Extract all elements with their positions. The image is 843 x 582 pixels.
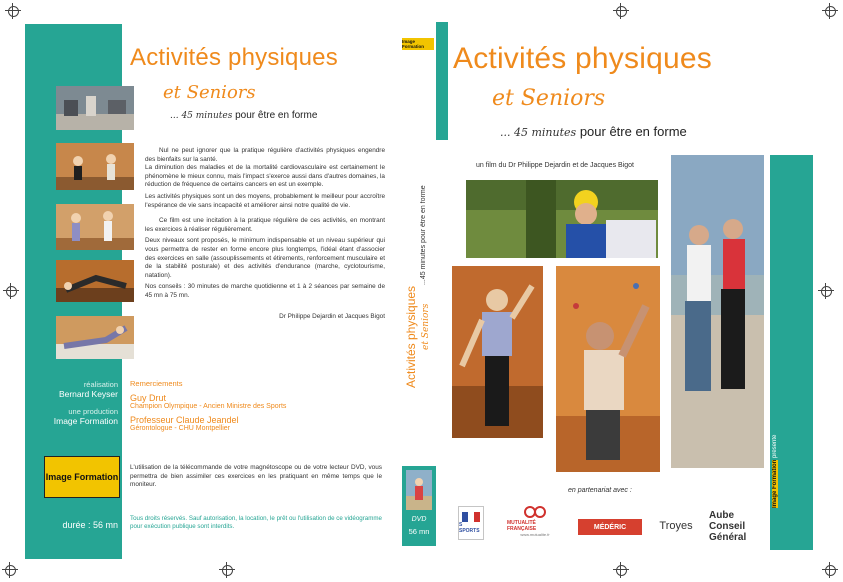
thanks-role: Gérontologue - CHU Montpellier — [130, 425, 230, 432]
front-top-band — [436, 22, 448, 140]
thanks-heading: Remerciements — [130, 379, 183, 388]
photo-cyclist — [466, 180, 658, 258]
thanks-name: Professeur Claude Jeandel — [130, 415, 239, 425]
aube-logo — [709, 509, 759, 543]
spine-photo — [406, 470, 432, 510]
front-subtitle-rest: pour être en forme — [579, 124, 687, 139]
photo-woman-stretching — [452, 266, 543, 438]
production-value: Image Formation — [53, 416, 118, 426]
spine-title-script: et Seniors — [421, 303, 431, 350]
mutualite-icon — [524, 504, 546, 520]
front-title: Activités physiques — [453, 42, 712, 75]
paragraph: La diminution des maladies et de la mortalité cardiovasculaire est certainement le phénomène le mieux connu, mais l'impact s'exerce aussi dans d'autres domaines, la réduction de fréquence de certains cancers en est un exemple. — [145, 164, 385, 189]
paragraph: Nul ne peut ignorer que la pratique régulière d'activités physiques engendre des bienfaits sur la santé. — [145, 147, 385, 163]
sidebar-duration: durée : 56 mn — [62, 520, 118, 530]
partner-label: MÉDÉRIC — [593, 523, 627, 531]
registration-mark — [3, 283, 19, 299]
thanks-name: Guy Drut — [130, 393, 167, 403]
photo-exercise-bikes — [56, 143, 134, 190]
photo-gym-room — [56, 86, 134, 130]
flag-icon — [462, 512, 480, 522]
registration-mark — [613, 562, 629, 578]
photo-couple-outdoors — [671, 155, 764, 468]
partners-label: en partenariat avec : — [568, 487, 632, 494]
back-title: Activités physiques — [130, 44, 338, 71]
back-title-script: et Seniors — [163, 82, 256, 103]
mutualite-logo — [507, 500, 563, 540]
back-description — [145, 147, 385, 321]
back-subtitle-script: ... 45 minutes — [170, 111, 233, 121]
back-subtitle — [170, 110, 317, 121]
registration-mark — [822, 562, 838, 578]
troyes-logo — [655, 517, 697, 535]
paragraph: Ce film est une incitation à la pratique régulière de ces activités, en montrant les exercices à réaliser régulièrement. — [145, 217, 385, 233]
partner-label: Troyes — [659, 520, 693, 532]
front-logo-text: Image Formation — [402, 39, 424, 49]
spine-dvd-label: DVD — [411, 516, 427, 523]
production-label: une production — [68, 407, 118, 416]
registration-mark — [822, 3, 838, 19]
back-subtitle-rest: pour être en forme — [235, 110, 318, 121]
photo-floor-exercise — [56, 260, 134, 302]
thanks-block — [130, 379, 380, 432]
mutualite-url: www.mutualite.fr — [520, 531, 550, 537]
photo-climbing-wall — [556, 266, 660, 472]
image-formation-logo — [44, 456, 120, 498]
logo-text: Image Formation — [45, 472, 119, 482]
front-title-script: et Seniors — [492, 86, 606, 111]
front-subtitle — [500, 124, 687, 139]
registration-mark — [818, 283, 834, 299]
front-credit: un film du Dr Philippe Dejardin et de Jacques Bigot — [476, 162, 634, 169]
spine-duration: 56 mn — [408, 527, 430, 536]
partner-label: MUTUALITÉ FRANÇAISE — [507, 519, 537, 532]
photo-lying-exercise — [56, 316, 134, 359]
front-logo — [402, 38, 434, 50]
presents-logo: Image Formation — [772, 459, 778, 508]
registration-mark — [5, 3, 21, 19]
thanks-role: Champion Olympique - Ancien Ministre des Sports — [130, 403, 287, 410]
sports-ministry-logo — [458, 506, 484, 540]
legal-notice: Tous droits réservés. Sauf autorisation, la location, le prêt ou l'utilisation de ce vidéogramme pour exécution publique sont interdits. — [130, 515, 382, 531]
credits — [30, 380, 118, 426]
paragraph: Les activités physiques sont un des moyens, probablement le meilleur pour accroître l'espérance de vie sans incapacité et améliorer ainsi notre qualité de vie. — [145, 192, 385, 209]
paragraph: Deux niveaux sont proposés, le minimum indispensable et un niveau supérieur qui vous permettra de rester en forme encore plus longtemps, l'idéal étant d'associer des exercices en salle (assouplissements et étirements, renforcement musculaire et de la stabilité posturale) et des activités d'endurance (marche, cyclotourisme, natation). — [145, 237, 385, 279]
registration-mark — [613, 3, 629, 19]
front-subtitle-script: ... 45 minutes — [500, 126, 577, 139]
realisation-value: Bernard Keyser — [58, 389, 118, 399]
signature: Dr Philippe Dejardin et Jacques Bigot — [279, 312, 385, 320]
spine-tagline: ...45 minutes pour être en forme — [420, 185, 427, 285]
remote-note: L'utilisation de la télécommande de votre magnétoscope ou de votre lecteur DVD, vous permettra de bien assimiler ces exercices en les pratiquant en même temps que le moniteur. — [130, 464, 382, 489]
partner-label: Aube Conseil Général — [709, 509, 747, 543]
spine-title-main: Activités physiques — [404, 285, 418, 388]
photo-stretching — [56, 204, 134, 250]
registration-mark — [2, 562, 18, 578]
paragraph: Nos conseils : 30 minutes de marche quotidienne et 1 à 2 séances par semaine de 45 mn à 75 mn. — [145, 283, 385, 299]
mederic-logo — [578, 519, 642, 535]
partner-label: S SPORTS — [459, 522, 480, 534]
front-presents — [772, 432, 782, 508]
registration-mark — [219, 562, 235, 578]
presents-word: présente — [772, 434, 778, 458]
realisation-label: réalisation — [83, 380, 118, 389]
